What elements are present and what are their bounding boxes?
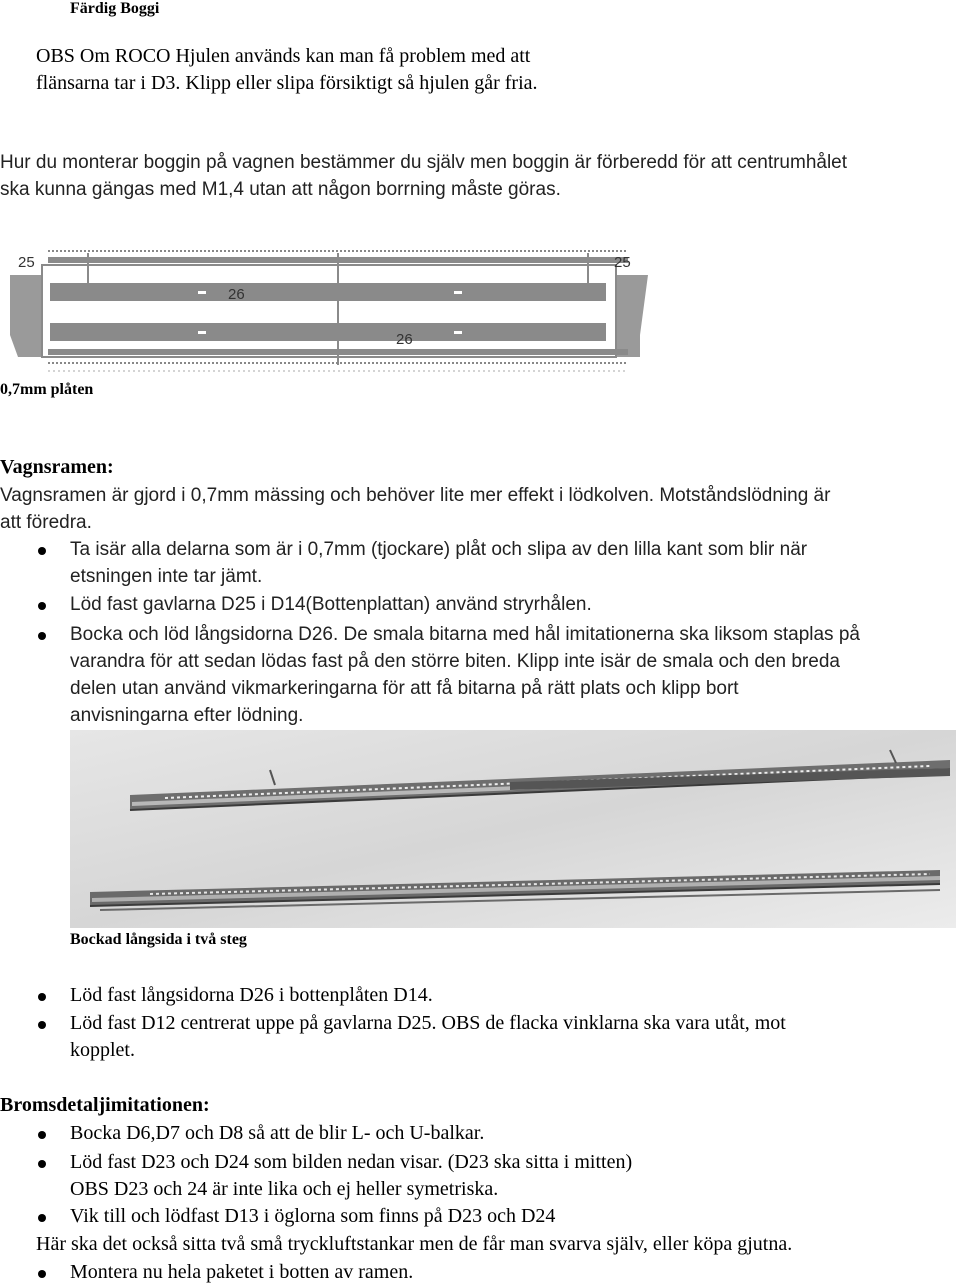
obs-note-line1: OBS Om ROCO Hjulen används kan man få problem med att — [36, 45, 531, 67]
drawing-caption: 0,7mm plåten — [0, 381, 94, 398]
mount-note-line2: ska kunna gängas med M1,4 utan att någon borrning måste göras. — [0, 179, 561, 200]
long-side-strip-1 — [50, 283, 606, 301]
bullet-dot — [38, 1021, 46, 1029]
frame-bullet-2 — [70, 591, 592, 618]
bullet-dot — [38, 1160, 46, 1168]
frame-bullet-3-line1: Bocka och löd långsidorna D26. De smala bitarna med hål imitationerna ska liksom staplas på — [70, 624, 860, 645]
label-d25-right: 25 — [614, 254, 631, 271]
brake-bullet-3: Vik till och lödfast D13 i öglorna som finns på D23 och D24 — [70, 1205, 556, 1227]
bullet-dot — [38, 1131, 46, 1139]
frame-intro-line2: att föredra. — [0, 512, 92, 533]
end-plate-left — [10, 275, 42, 357]
frame-bullet-1-line1: Ta isär alla delarna som är i 0,7mm (tjockare) plåt och slipa av den lilla kant som blir när — [70, 539, 808, 560]
photo-caption: Bockad långsida i två steg — [70, 931, 247, 948]
brake-bullet-2 — [70, 1149, 632, 1203]
frame-bullet-3-line2: varandra för att sedan lödas fast på den större biten. Klipp inte isär de smala och den breda — [70, 651, 840, 672]
tank-note: Här ska det också sitta två små tryckluftstankar men de får man svarva själv, eller köpa gjutna. — [36, 1233, 793, 1255]
assembly-bullet-1-line1: Löd fast långsidorna D26 i bottenplåten D14. — [70, 984, 433, 1006]
frame-bullet-3 — [70, 621, 860, 729]
label-d26-bottom: 26 — [396, 331, 413, 348]
frame-bullet-3-line3: delen utan använd vikmarkeringarna för att få bitarna på rätt plats och klipp bort — [70, 678, 739, 699]
assembly-bullet-1 — [70, 982, 433, 1009]
bullet-dot — [38, 602, 46, 610]
bullet-dot — [38, 632, 46, 640]
frame-heading: Vagnsramen: — [0, 456, 114, 478]
assembly-bullet-2-line2: kopplet. — [70, 1039, 135, 1061]
etching-drawing — [8, 245, 648, 385]
long-side-strip-2 — [50, 323, 606, 341]
bullet-dot — [38, 1270, 46, 1278]
obs-note — [36, 43, 538, 97]
bullet-dot — [38, 1214, 46, 1222]
frame-bullet-1 — [70, 536, 807, 590]
bullet-dot — [38, 547, 46, 555]
frame-bullet-2-line1: Löd fast gavlarna D25 i D14(Bottenplattan) använd stryrhålen. — [70, 594, 592, 615]
brake-heading: Bromsdetaljimitationen: — [0, 1094, 210, 1116]
frame-bullet-3-line4: anvisningarna efter lödning. — [70, 705, 304, 726]
frame-intro — [0, 482, 830, 536]
long-side-photo — [70, 730, 956, 928]
mount-note-line1: Hur du monterar boggin på vagnen bestämmer du själv men boggin är förberedd för att centrumhålet — [0, 152, 848, 173]
frame-bullet-1-line2: etsningen inte tar jämt. — [70, 566, 263, 587]
brake-bullet-2-line1: Löd fast D23 och D24 som bilden nedan visar. (D23 ska sitta i mitten) — [70, 1151, 633, 1173]
obs-note-line2: flänsarna tar i D3. Klipp eller slipa försiktigt så hjulen går fria. — [36, 72, 538, 94]
assembly-bullet-2-line1: Löd fast D12 centrerat uppe på gavlarna D25. OBS de flacka vinklarna ska vara utåt, mot — [70, 1012, 786, 1034]
bottom-rail — [48, 349, 628, 355]
brake-bullet-4: Montera nu hela paketet i botten av ramen. — [70, 1261, 414, 1283]
frame-intro-line1: Vagnsramen är gjord i 0,7mm mässing och behöver lite mer effekt i lödkolven. Motståndslödning är — [0, 485, 831, 506]
bullet-dot — [38, 993, 46, 1001]
brake-bullet-1: Bocka D6,D7 och D8 så att de blir L- och U-balkar. — [70, 1122, 485, 1144]
top-caption: Färdig Boggi — [70, 0, 160, 17]
mount-note — [0, 149, 847, 203]
brake-bullet-2-line2: OBS D23 och 24 är inte lika och ej heller symetriska. — [70, 1178, 499, 1200]
label-d26-top: 26 — [228, 286, 245, 303]
assembly-bullet-2 — [70, 1010, 786, 1064]
label-d25-left: 25 — [18, 254, 35, 271]
